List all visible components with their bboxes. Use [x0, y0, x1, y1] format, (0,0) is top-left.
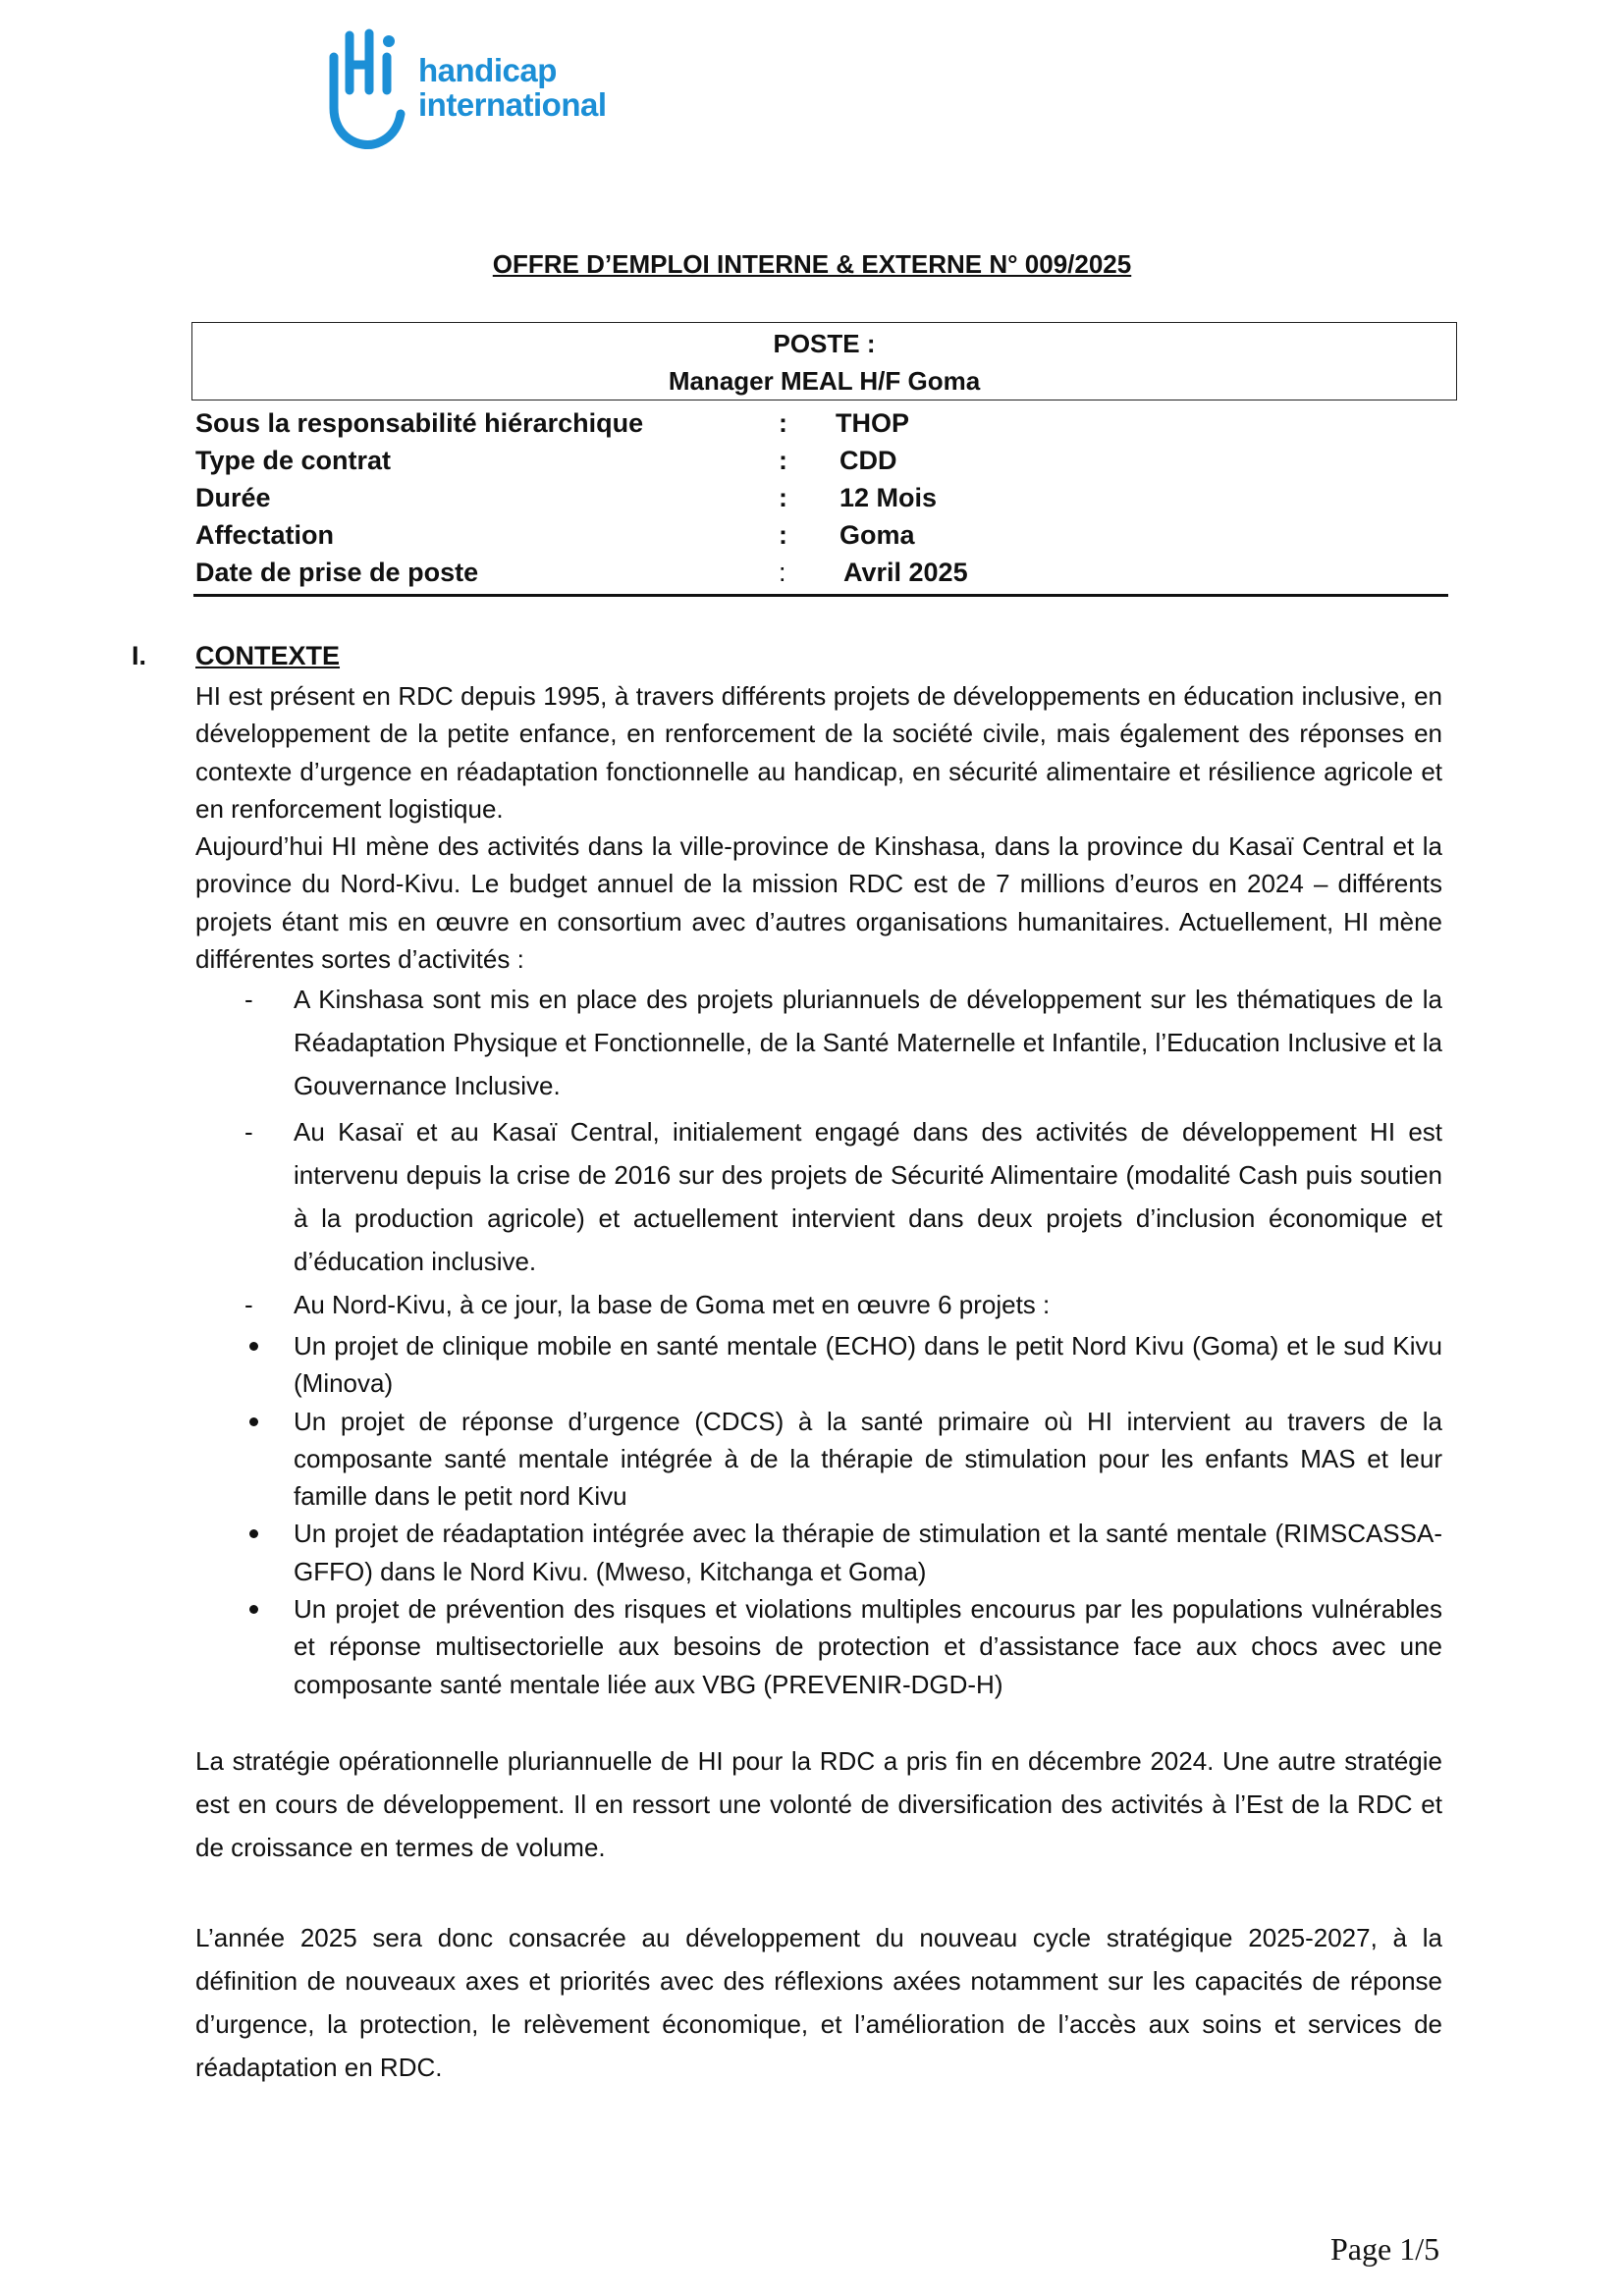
- info-label: Date de prise de poste: [195, 558, 479, 587]
- info-value: Goma: [839, 520, 915, 550]
- poste-label: POSTE :: [773, 329, 876, 358]
- list-item-text: A Kinshasa sont mis en place des projets pluriannuels de développement sur les thématiques de la Réadaptation Physique et Fonctionnelle, de la Santé Maternelle et Infantile, l’Education Inclusive et la Gouvernance Inclusive.: [294, 985, 1442, 1100]
- info-divider: [193, 594, 1448, 597]
- section-title: CONTEXTE: [195, 641, 341, 670]
- paragraph-2: Aujourd’hui HI mène des activités dans la ville-province de Kinshasa, dans la province du Kasaï Central et la province du Nord-Kivu. Le budget annuel de la mission RDC est de 7 millions d’euros en 2024 – différents projets étant mis en œuvre en consortium avec d’autres organisations humanitaires. Actuellement, HI mène différentes sortes d’activités :: [195, 831, 1442, 975]
- logo-wordmark: [418, 53, 607, 122]
- section-number: I.: [132, 641, 147, 670]
- info-row: [195, 554, 1447, 591]
- list-item-text: Un projet de réadaptation intégrée avec la thérapie de stimulation et la santé mentale (RIMSCASSA-GFFO) dans le Nord Kivu. (Mweso, Kitchanga et Goma): [294, 1519, 1442, 1586]
- document-title: OFFRE D’EMPLOI INTERNE & EXTERNE N° 009/2025: [492, 249, 1132, 279]
- info-label: Durée: [195, 483, 271, 512]
- info-row: [195, 404, 1447, 442]
- info-label: Affectation: [195, 520, 334, 550]
- goma-projects-list: [195, 1327, 1442, 1703]
- list-item-text: Au Nord-Kivu, à ce jour, la base de Goma met en œuvre 6 projets :: [294, 1290, 1051, 1319]
- list-item: [195, 978, 1442, 1107]
- list-item: [195, 1403, 1442, 1516]
- activities-list: [195, 978, 1442, 1326]
- list-item: [195, 1110, 1442, 1283]
- info-label: Type de contrat: [195, 446, 392, 475]
- bullet-icon: [249, 1529, 258, 1538]
- job-info-table: [195, 404, 1447, 591]
- list-item: [195, 1286, 1442, 1323]
- info-separator: :: [779, 558, 786, 587]
- info-row: [195, 442, 1447, 479]
- bullet-icon: [249, 1417, 258, 1426]
- dash-marker: -: [244, 985, 253, 1014]
- info-value: CDD: [839, 446, 897, 475]
- handicap-international-logo: [320, 27, 654, 153]
- info-value: THOP: [836, 408, 910, 438]
- info-value: Avril 2025: [843, 558, 968, 587]
- list-item-text: Un projet de clinique mobile en santé mentale (ECHO) dans le petit Nord Kivu (Goma) et le sud Kivu (Minova): [294, 1331, 1442, 1399]
- paragraph-4: L’année 2025 sera donc consacrée au développement du nouveau cycle stratégique 2025-2027, à la définition de nouveaux axes et priorités avec des réflexions axées notamment sur les capacités de réponse d’urgence, la protection, le relèvement économique, et l’amélioration de l’accès aux soins et services de réadaptation en RDC.: [195, 1923, 1442, 2082]
- context-text: [195, 677, 1442, 978]
- list-item-text: Un projet de prévention des risques et violations multiples encourus par les populations vulnérables et réponse multisectorielle aux besoins de protection et d’assistance face aux chocs avec une composante santé mentale liée aux VBG (PREVENIR-DGD-H): [294, 1594, 1442, 1699]
- list-item: [195, 1327, 1442, 1403]
- info-value: 12 Mois: [839, 483, 938, 512]
- info-row: [195, 516, 1447, 554]
- info-separator: :: [779, 483, 787, 512]
- list-item-text: Au Kasaï et au Kasaï Central, initialement engagé dans des activités de développement HI est intervenu depuis la crise de 2016 sur des projets de Sécurité Alimentaire (modalité Cash puis soutien à la production agricole) et actuellement intervient dans deux projets d’inclusion économique et d’éducation inclusive.: [294, 1117, 1442, 1276]
- page-number: Page 1/5: [1330, 2231, 1440, 2267]
- poste-value: Manager MEAL H/F Goma: [668, 366, 981, 396]
- info-separator: :: [779, 520, 787, 550]
- info-label: Sous la responsabilité hiérarchique: [195, 408, 644, 438]
- bullet-icon: [249, 1605, 258, 1614]
- list-item: [195, 1590, 1442, 1703]
- dash-marker: -: [244, 1290, 253, 1319]
- list-item: [195, 1515, 1442, 1590]
- paragraph-3: La stratégie opérationnelle pluriannuelle de HI pour la RDC a pris fin en décembre 2024. Une autre stratégie est en cours de développement. Il en ressort une volonté de diversification des activités à l’Est de la RDC et de croissance en termes de volume.: [195, 1746, 1442, 1862]
- logo-line-2: international: [418, 86, 607, 123]
- info-separator: :: [779, 408, 787, 438]
- dash-marker: -: [244, 1117, 253, 1147]
- hand-logo-icon: [320, 27, 414, 153]
- info-separator: :: [779, 446, 787, 475]
- bullet-icon: [249, 1342, 258, 1351]
- paragraph-1: HI est présent en RDC depuis 1995, à travers différents projets de développements en éducation inclusive, en développement de la petite enfance, en renforcement de la société civile, mais également des réponses en contexte d’urgence en réadaptation fonctionnelle au handicap, en sécurité alimentaire et résilience agricole et en renforcement logistique.: [195, 681, 1442, 824]
- list-item-text: Un projet de réponse d’urgence (CDCS) à la santé primaire où HI intervient au travers de la composante santé mentale intégrée à de la thérapie de stimulation pour les enfants MAS et leur famille dans le petit nord Kivu: [294, 1406, 1442, 1512]
- logo-line-1: handicap: [418, 52, 557, 88]
- info-row: [195, 479, 1447, 516]
- poste-box: [191, 322, 1457, 400]
